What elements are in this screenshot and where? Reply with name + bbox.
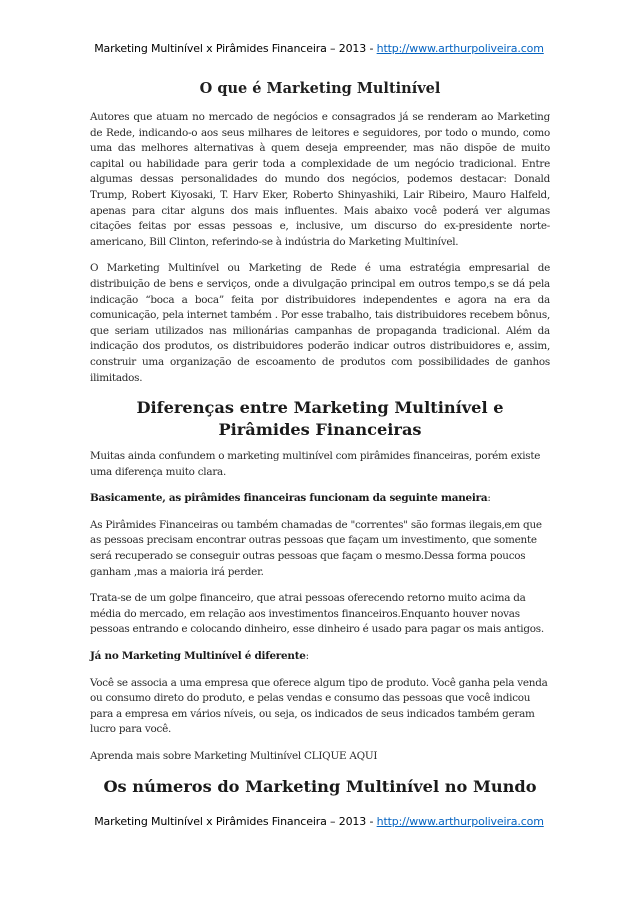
header-text: Marketing Multinível x Pirâmides Financeira – 2013 -	[94, 42, 377, 55]
footer-link[interactable]: http://www.arthurpoliveira.com	[376, 815, 544, 828]
pyramid-intro-colon: :	[487, 492, 491, 505]
paragraph-scam: Trata-se de um golpe financeiro, que atrai pessoas oferecendo retorno muito acima da média do mercado, em relação aos investimentos financeiros.Enquanto houver novas pessoas entrando e colocando dinheiro, esse dinheiro é usado para pagar os mais antigos.	[90, 592, 544, 636]
mlm-intro-bold: Já no Marketing Multinível é diferente	[90, 650, 306, 663]
paragraph-mlm-explanation: Você se associa a uma empresa que oferece algum tipo de produto. Você ganha pela venda ou consumo direto do produto, e pelas vendas e consumo das pessoas que você indicou para a empresa em vários níveis, ou seja, os indicados de seus indicados também geram lucro para você.	[90, 676, 548, 736]
header-link[interactable]: http://www.arthurpoliveira.com	[376, 42, 544, 55]
paragraph-authors: Autores que atuam no mercado de negócios e consagrados já se renderam ao Marketing de Rede, indicando-o aos seus milhares de leitores e seguidores, por todo o mundo, como uma das melhores alternativas à quem deseja empreender, mas não dispõe de muito capital ou habilidade para gerir toda a complexidade de um negócio tradicional. Entre algumas dessas personalidades do mundo dos negócios, podemos destacar: Donald Trump, Robert Kiyosaki, T. Harv Eker, Roberto Shinyashiki, Lair Ribeiro, Mauro Halfeld, apenas para citar alguns dos mais influentes. Mais abaixo você poderá ver algumas citações feitas por essas pessoas e, inclusive, um discurso do ex-presidente norte-americano, Bill Clinton, referindo-se à indústria do Marketing Multinível.	[90, 111, 550, 248]
paragraph-definition: O Marketing Multinível ou Marketing de Rede é uma estratégia empresarial de distribuição de bens e serviços, onde a divulgação principal em outros tempo,s se dá pela indicação “boca a boca” feita por distribuidores independentes e agora na era da comunicação, pela internet também . Por esse trabalho, tais distribuidores recebem bônus, que seriam utilizados nas milionárias campanhas de propaganda tradicional. Além da indicação dos produtos, os distribuidores poderão indicar outros distribuidores e, assim, construir uma organização de escoamento de produtos com possibilidades de ganhos ilimitados.	[90, 262, 550, 384]
document-body	[90, 80, 550, 798]
paragraph-confusion: Muitas ainda confundem o marketing multinível com pirâmides financeiras, porém existe uma diferença muito clara.	[90, 450, 541, 478]
page-header	[0, 42, 638, 55]
paragraph-mlm-intro	[90, 649, 550, 665]
paragraph-pyramid-intro	[90, 491, 550, 507]
section-heading-differences: Diferenças entre Marketing Multinível e Pirâmides Financeiras	[136, 398, 504, 440]
page-title: O que é Marketing Multinível	[199, 80, 441, 97]
page-footer	[0, 815, 638, 828]
mlm-intro-colon: :	[305, 650, 309, 663]
paragraph-pyramid-definition: As Pirâmides Financeiras ou também chamadas de "correntes" são formas ilegais,em que as pessoas precisam encontrar outras pessoas que façam um investimento, que somente será recuperado se conseguir outras pessoas que façam o mesmo.Dessa forma poucos ganham ,mas a maioria irá perder.	[90, 518, 542, 578]
pyramid-intro-bold: Basicamente, as pirâmides financeiras funcionam da seguinte maneira	[90, 492, 488, 505]
section-heading-numbers: Os números do Marketing Multinível no Mundo	[103, 776, 537, 796]
paragraph-learn-more: Aprenda mais sobre Marketing Multinível CLIQUE AQUI	[90, 750, 378, 762]
footer-text: Marketing Multinível x Pirâmides Financeira – 2013 -	[94, 815, 377, 828]
